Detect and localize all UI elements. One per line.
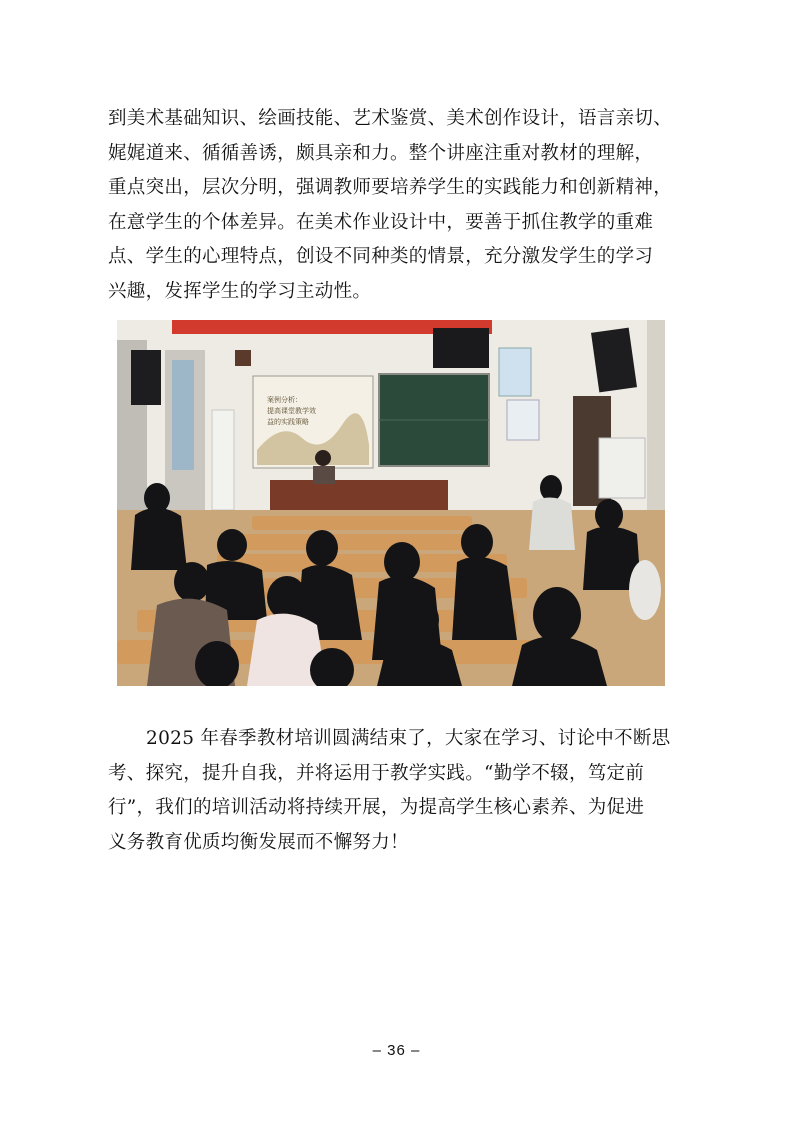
text-line: 考、探究，提升自我，并将运用于教学实践。“勤学不辍，笃定前 [108,762,645,784]
screen-text-2: 提高课堂教学效 [267,407,316,415]
paragraph-lecture-summary [108,102,686,309]
text-line: 2025 年春季教材培训圆满结束了，大家在学习、讨论中不断思 [146,728,671,749]
speaker-left [131,350,161,405]
text-line: 兴趣，发挥学生的学习主动性。 [108,280,372,302]
text-line: 重点突出，层次分明，强调教师要培养学生的实践能力和创新精神， [108,177,673,198]
screen-text-1: 案例分析： [267,396,302,404]
text-line: 义务教育优质均衡发展而不懈努力！ [108,831,409,853]
classroom-training-photo [117,320,665,686]
teacher-desk [270,480,448,514]
paragraph-conclusion [108,722,686,860]
text-line: 娓娓道来、循循善诱，颇具亲和力。整个讲座注重对教材的理解， [108,142,654,164]
photo-illustration [117,320,665,686]
text-line: 到美术基础知识、绘画技能、艺术鉴赏、美术创作设计，语言亲切、 [108,108,673,129]
screen-text-3: 益的实践策略 [267,418,309,426]
tv-monitor [433,328,489,368]
text-line: 在意学生的个体差异。在美术作业设计中，要善于抓住教学的重难 [108,211,654,233]
text-line: 行”，我们的培训活动将持续开展，为提高学生核心素养、为促进 [108,797,645,818]
page-number: – 36 – [372,1042,421,1059]
text-line: 点、学生的心理特点，创设不同种类的情景，充分激发学生的学习 [108,246,654,267]
